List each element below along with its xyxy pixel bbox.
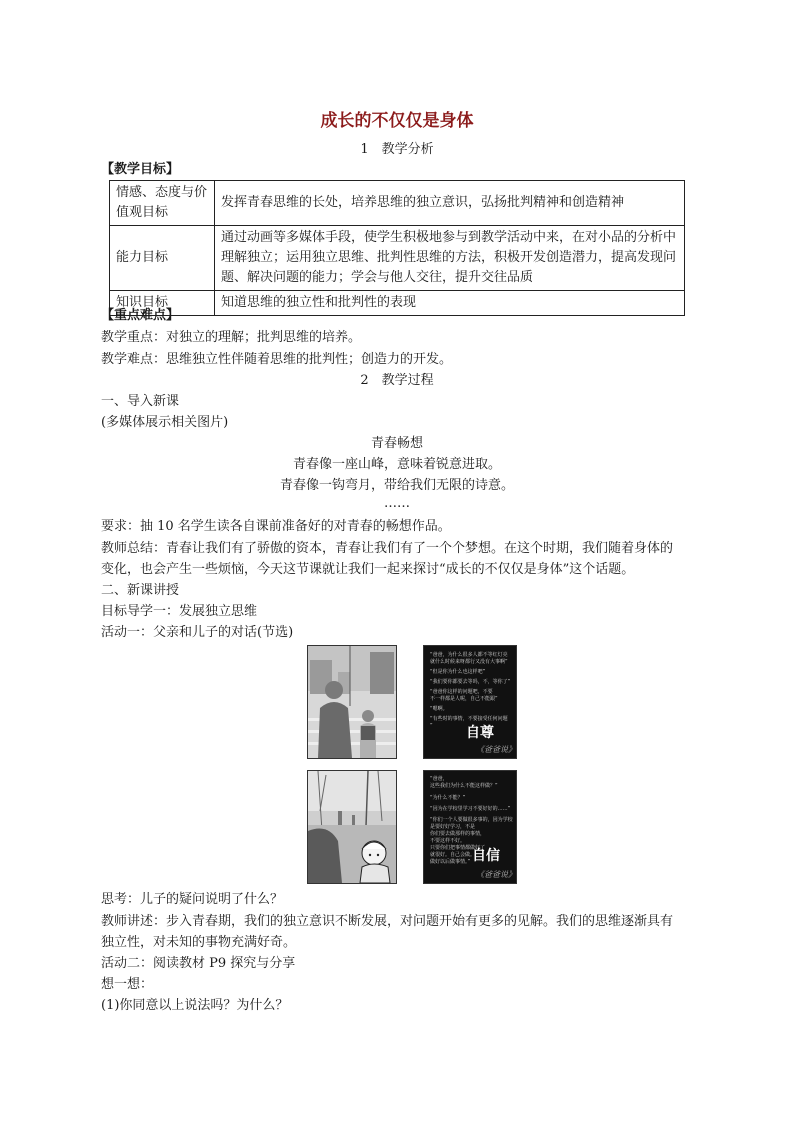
activity-heading: 活动一：父亲和儿子的对话(节选) (101, 625, 294, 640)
think-prompt: 想一想： (101, 977, 154, 992)
teacher-narration: 教师讲述：步入青春期，我们的独立意识不断发展，对问题开始有更多的见解。我们的思维逐渐具有 (101, 914, 674, 929)
goal-label: 能力目标 (110, 226, 215, 291)
dialogue-line: “但是你为什么也这样吧” (430, 669, 486, 675)
goal-label: 知识目标 (110, 291, 215, 316)
discussion-question: (1)你同意以上说法吗？为什么？ (101, 998, 289, 1013)
dialogue-line: 是要好好学习，不是 (430, 824, 476, 830)
key-points-heading: 【重点难点】 (101, 308, 180, 323)
keyword-self-confidence: 自信 (472, 848, 500, 864)
dialogue-line: “因为在学校里学习不要好好的……” (430, 806, 511, 812)
table-row (110, 226, 685, 291)
dialogue-line: 不要这样不好。 (430, 838, 466, 844)
poem-ellipsis: …… (384, 496, 410, 511)
dialogue-line: “我们要你都要去等吗，不，等你了” (430, 679, 511, 685)
table-row (110, 181, 685, 226)
dialogue-line: “你们一个人要做很多事的，因为学校 (430, 817, 513, 823)
teacher-summary-continued: 变化，也会产生一些烦恼，今天这节课就让我们一起来探讨“成长的不仅仅是身体”这个话题。 (101, 562, 635, 577)
poem-title: 青春畅想 (370, 436, 423, 451)
dialogue-line: “有些时的事情，不要接受任何问题 (430, 716, 508, 722)
father-son-street-photo (307, 645, 397, 759)
dialogue-line: 只要你们把事情都做好了 (430, 845, 486, 851)
goal-guide-heading: 目标导学一：发展独立思维 (101, 604, 258, 619)
panel-caption: 《爸爸说》 (476, 870, 516, 879)
dialogue-line: 就什么时候来呀都行又没有大事啊” (430, 659, 508, 665)
dialogue-panel-self-respect (423, 645, 517, 759)
dialogue-line: “嗯啊。 (430, 706, 448, 712)
dialogue-panel-self-confidence (423, 770, 517, 884)
dialogue-line: “爸爸， (430, 776, 448, 782)
dialogue-line: “爸爸你这样的问题吧，不要 (430, 689, 493, 695)
document-title: 成长的不仅仅是身体 (320, 111, 474, 131)
goals-heading: 【教学目标】 (101, 162, 180, 177)
activity-two-heading: 活动二：阅读教材 P9 探究与分享 (101, 956, 296, 971)
think-question: 思考：儿子的疑问说明了什么？ (101, 892, 284, 907)
keyword-self-respect: 自尊 (466, 725, 494, 741)
dialogue-line: “为什么不能？” (430, 795, 466, 801)
table-row (110, 291, 685, 316)
teaching-goals-table (109, 180, 685, 316)
part-heading-intro: 一、导入新课 (101, 394, 180, 409)
key-point: 教学重点：对独立的理解；批判思维的培养。 (101, 330, 362, 345)
media-note: (多媒体展示相关图片) (101, 415, 229, 430)
dialogue-line: “爸爸，为什么很多人都不等红灯亮 (430, 652, 508, 658)
poem-line: 青春像一钩弯月，带给我们无限的诗意。 (279, 478, 514, 493)
teacher-narration-continued: 独立性，对未知的事物充满好奇。 (101, 935, 297, 950)
dialogue-line: 你们要去做那样的事情， (430, 831, 486, 837)
goal-label: 情感、态度与价值观目标 (110, 181, 215, 226)
goal-text: 发挥青春思维的长处，培养思维的独立意识，弘扬批判精神和创造精神 (215, 181, 685, 226)
requirement-text: 要求：抽 10 名学生读各自课前准备好的对青春的畅想作品。 (101, 519, 451, 534)
boy-street-photo (307, 770, 397, 884)
dialogue-line: 就很好。自己会做。 (430, 852, 476, 858)
teacher-summary: 教师总结：青春让我们有了骄傲的资本，青春让我们有了一个个梦想。在这个时期，我们随着身体的 (101, 541, 674, 556)
part-heading-new-lesson: 二、新课讲授 (101, 583, 180, 598)
section-heading-analysis: 1 教学分析 (360, 142, 434, 157)
goal-text: 通过动画等多媒体手段，使学生积极地参与到教学活动中来，在对小品的分析中理解独立；运用独立思维、批判性思维的方法，积极开发创造潜力，提高发现问题、解决问题的能力；学会与他人交往，提升交往品质 (215, 226, 685, 291)
section-heading-process: 2 教学过程 (360, 373, 434, 388)
panel-caption: 《爸爸说》 (476, 745, 516, 754)
difficult-point: 教学难点：思维独立性伴随着思维的批判性；创造力的开发。 (101, 352, 453, 367)
poem-line: 青春像一座山峰，意味着锐意进取。 (292, 457, 501, 472)
dialogue-line: 不一样都是人呢，自己不能跟” (430, 696, 498, 702)
dialogue-line: ” (430, 723, 433, 729)
goal-text: 知道思维的独立性和批判性的表现 (215, 291, 685, 316)
dialogue-line: 这些我们为什么不能这样做？” (430, 783, 498, 789)
dialogue-line: 做好以后做事情。” (430, 859, 471, 865)
